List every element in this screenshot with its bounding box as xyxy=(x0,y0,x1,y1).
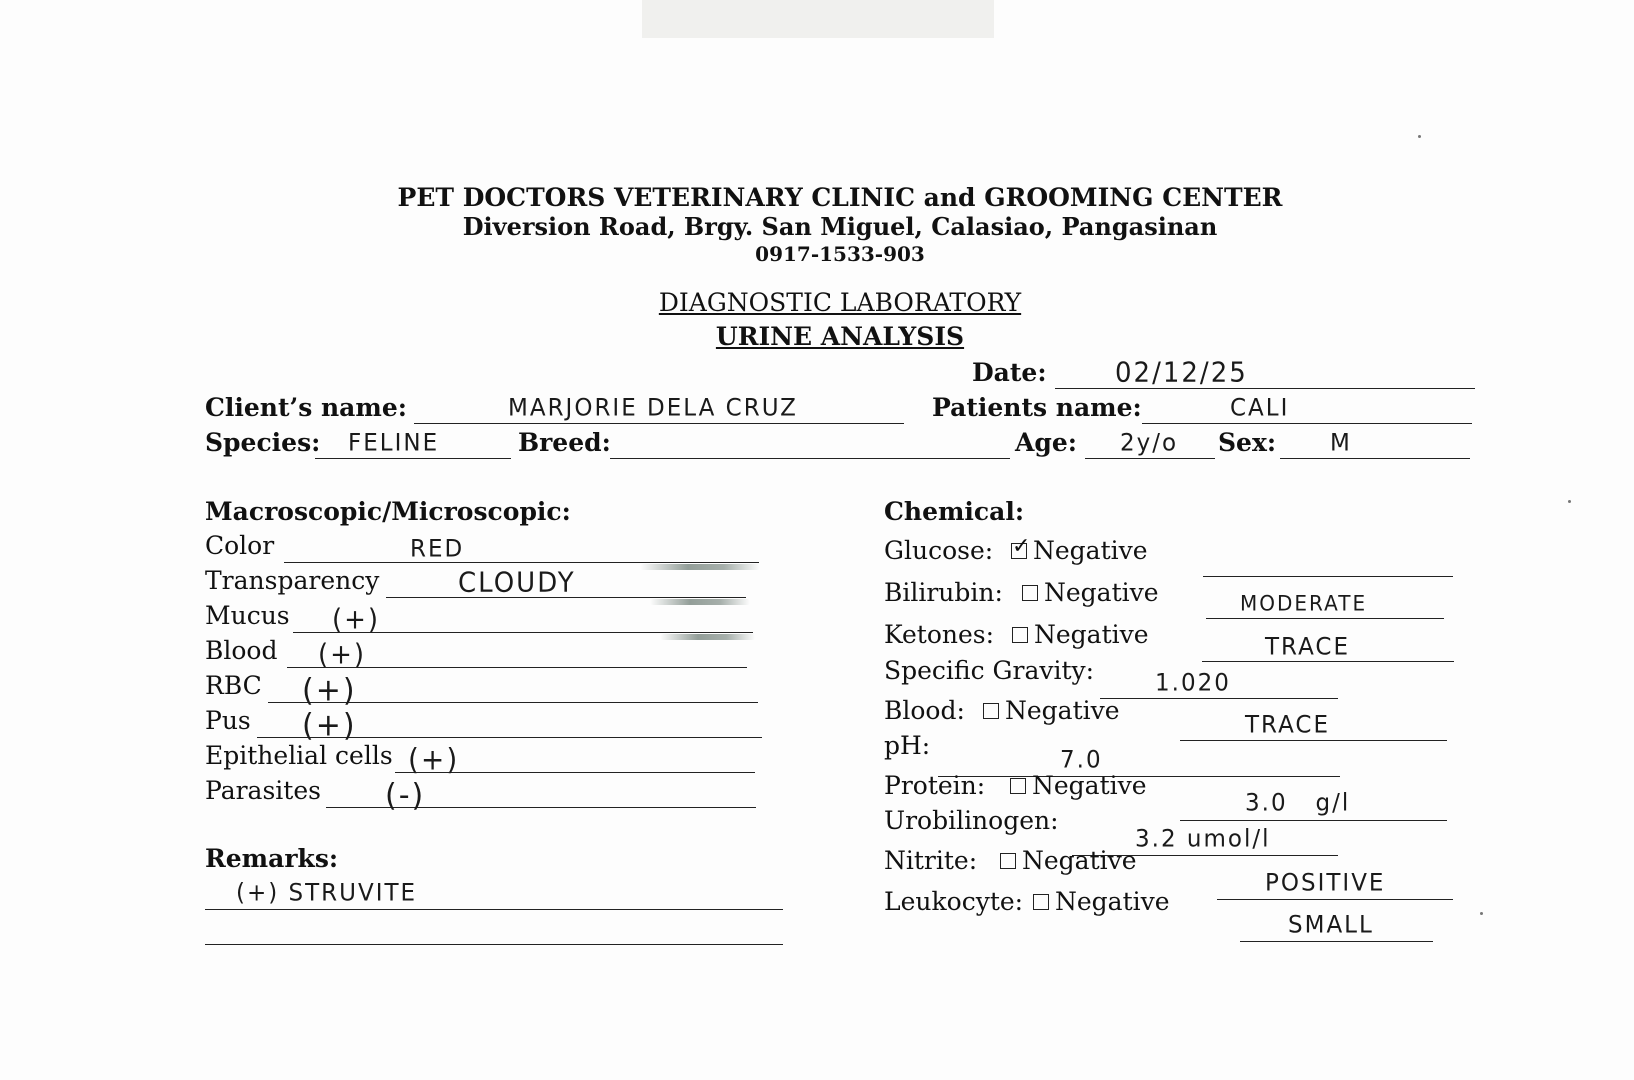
chem-value-blood: TRACE xyxy=(1245,711,1331,739)
chem-label-urobilinogen: Urobilinogen: xyxy=(884,806,1059,835)
negative-label: Negative xyxy=(1032,771,1147,800)
protein-negative-checkbox[interactable] xyxy=(1010,778,1026,794)
remarks-line-1 xyxy=(205,909,783,910)
chem-label-blood: Blood: xyxy=(884,696,965,725)
chem-label-ketones: Ketones: xyxy=(884,620,995,649)
chem-line-glucose xyxy=(1203,576,1453,577)
chem-value-specific-gravity: 1.020 xyxy=(1155,669,1231,697)
chem-line-ketones xyxy=(1202,661,1454,662)
chem-label-leukocyte: Leukocyte: xyxy=(884,887,1024,916)
chem-line-specific-gravity xyxy=(1100,698,1338,699)
form-title: URINE ANALYSIS xyxy=(715,322,965,351)
chem-value-ph: 7.0 xyxy=(1060,746,1103,774)
date-value: 02/12/25 xyxy=(1115,357,1248,389)
chem-line-leukocyte xyxy=(1240,941,1433,942)
macro-label-pus: Pus xyxy=(205,706,251,735)
negative-label: Negative xyxy=(1055,887,1170,916)
sex-line xyxy=(1280,458,1470,459)
macro-label-rbc: RBC xyxy=(205,671,262,700)
chem-line-bilirubin xyxy=(1206,618,1444,619)
department-title: DIAGNOSTIC LABORATORY xyxy=(658,288,1022,317)
chem-bilirubin-negative xyxy=(1022,578,1159,607)
chem-value-protein: 3.0 g/l xyxy=(1245,789,1351,817)
nitrite-negative-checkbox[interactable] xyxy=(1000,853,1016,869)
sex-label: Sex: xyxy=(1218,428,1277,457)
chem-leukocyte-negative xyxy=(1033,887,1170,916)
remarks-value: (+) STRUVITE xyxy=(236,879,418,907)
bilirubin-negative-checkbox[interactable] xyxy=(1022,585,1038,601)
macro-value-blood: (+) xyxy=(318,639,367,671)
chem-blood-negative xyxy=(983,696,1120,725)
chem-label-specific-gravity: Specific Gravity: xyxy=(884,656,1095,685)
sex-value: M xyxy=(1330,429,1352,457)
chem-protein-negative xyxy=(1010,771,1147,800)
negative-label: Negative xyxy=(1022,846,1137,875)
client-name-value: MARJORIE DELA CRUZ xyxy=(508,394,798,422)
age-value: 2y/o xyxy=(1120,429,1179,457)
macro-label-transparency: Transparency xyxy=(205,566,380,595)
glucose-negative-checkbox[interactable] xyxy=(1011,533,1031,559)
scan-speck xyxy=(1480,912,1483,915)
ink-smudge xyxy=(640,564,760,570)
chem-value-leukocyte: SMALL xyxy=(1288,911,1374,939)
age-line xyxy=(1085,458,1215,459)
chem-value-ketones: TRACE xyxy=(1265,633,1351,661)
breed-label: Breed: xyxy=(518,428,611,457)
scan-speck xyxy=(1418,135,1421,138)
chem-line-blood xyxy=(1180,740,1447,741)
patient-name-value: CALI xyxy=(1230,394,1290,422)
chem-line-protein xyxy=(1180,820,1447,821)
client-name-line xyxy=(414,423,904,424)
chem-value-nitrite: POSITIVE xyxy=(1265,869,1386,897)
chem-label-nitrite: Nitrite: xyxy=(884,846,978,875)
negative-label: Negative xyxy=(1033,536,1148,565)
chem-value-urobilinogen: 3.2 umol/l xyxy=(1135,825,1271,853)
blood-negative-checkbox[interactable] xyxy=(983,703,999,719)
age-label: Age: xyxy=(1015,428,1078,457)
macro-value-pus: (+) xyxy=(302,707,357,744)
macro-label-epithelial: Epithelial cells xyxy=(205,741,393,770)
negative-label: Negative xyxy=(1005,696,1120,725)
patient-name-line xyxy=(1142,423,1472,424)
macro-value-mucus: (+) xyxy=(332,604,381,636)
leukocyte-negative-checkbox[interactable] xyxy=(1033,894,1049,910)
species-line xyxy=(315,458,511,459)
macro-label-mucus: Mucus xyxy=(205,601,290,630)
macro-value-epithelial: (+) xyxy=(408,742,460,777)
tape-strip xyxy=(642,0,994,38)
species-label: Species: xyxy=(205,428,321,457)
ketones-negative-checkbox[interactable] xyxy=(1012,627,1028,643)
scan-speck xyxy=(1568,500,1571,503)
clinic-address: Diversion Road, Brgy. San Miguel, Calasiao, Pangasinan xyxy=(462,212,1218,241)
chem-ketones-negative xyxy=(1012,620,1149,649)
macro-value-transparency: CLOUDY xyxy=(458,567,576,599)
species-value: FELINE xyxy=(348,429,440,457)
breed-line xyxy=(610,458,1010,459)
macro-value-color: RED xyxy=(410,535,465,563)
macro-label-parasites: Parasites xyxy=(205,776,321,805)
chem-label-bilirubin: Bilirubin: xyxy=(884,578,1003,607)
checkmark-icon: ✓ xyxy=(1012,533,1031,559)
ink-smudge xyxy=(660,634,755,640)
chem-glucose-negative xyxy=(1011,533,1148,565)
macro-line-color xyxy=(284,562,759,563)
chem-nitrite-negative xyxy=(1000,846,1137,875)
chem-value-bilirubin: MODERATE xyxy=(1240,590,1368,616)
clinic-name: PET DOCTORS VETERINARY CLINIC and GROOMING CENTER xyxy=(397,183,1283,212)
chem-label-protein: Protein: xyxy=(884,771,986,800)
remarks-heading: Remarks: xyxy=(205,844,339,873)
macro-label-blood: Blood xyxy=(205,636,278,665)
chemical-heading: Chemical: xyxy=(884,497,1025,526)
date-label: Date: xyxy=(972,358,1047,387)
remarks-line-2 xyxy=(205,944,783,945)
patient-name-label: Patients name: xyxy=(932,393,1142,422)
negative-label: Negative xyxy=(1034,620,1149,649)
macro-label-color: Color xyxy=(205,531,275,560)
clinic-phone: 0917-1533-903 xyxy=(755,242,925,266)
macro-value-rbc: (+) xyxy=(302,672,357,709)
macro-value-parasites: (-) xyxy=(385,777,426,814)
chem-label-glucose: Glucose: xyxy=(884,536,994,565)
chem-label-ph: pH: xyxy=(884,731,931,760)
chem-line-nitrite xyxy=(1217,899,1453,900)
macro-heading: Macroscopic/Microscopic: xyxy=(205,497,571,526)
negative-label: Negative xyxy=(1044,578,1159,607)
ink-smudge xyxy=(650,599,750,605)
client-name-label: Client’s name: xyxy=(205,393,407,422)
